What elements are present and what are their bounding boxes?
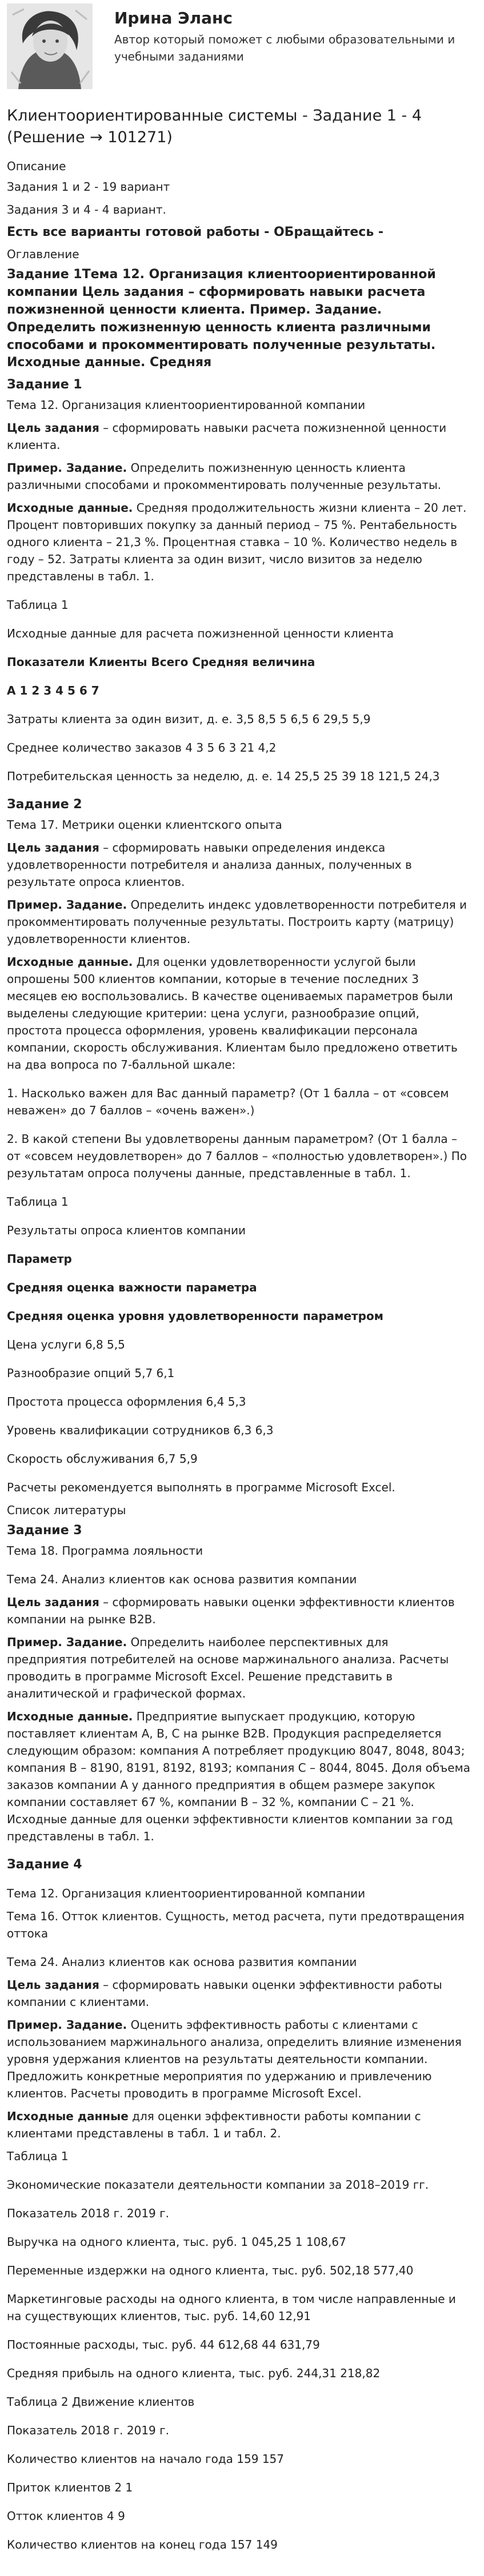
table-row: Переменные издержки на одного клиента, тыс. руб. 502,18 577,40 bbox=[7, 2264, 414, 2278]
task-1-table-caption: Исходные данные для расчета пожизненной ценности клиента bbox=[7, 626, 394, 640]
author-name[interactable]: Ирина Эланс bbox=[114, 9, 233, 27]
column-header: Параметр bbox=[7, 1251, 72, 1266]
variant-line-1: Задания 1 и 2 - 19 вариант bbox=[7, 179, 170, 194]
task-3-section bbox=[7, 1522, 470, 1845]
task-1-goal bbox=[7, 419, 470, 454]
data-text: для оценки эффективности работы компании с клиентами представлены в табл. 1 и табл. 2. bbox=[7, 2109, 421, 2141]
table-row: Разнообразие опций 5,7 6,1 bbox=[7, 1366, 175, 1380]
task-3-data bbox=[7, 1708, 470, 1845]
task-1-table-label: Таблица 1 bbox=[7, 597, 69, 612]
table-row: Количество клиентов на начало года 159 157 bbox=[7, 2452, 284, 2466]
table-row: Цена услуги 6,8 5,5 bbox=[7, 1337, 125, 1351]
column-header: Средняя оценка уровня удовлетворенности параметром bbox=[7, 1309, 384, 1323]
example-text: Определить индекс удовлетворенности потребителя и прокомментировать полученные результаты. Построить карту (матрицу) удовлетворенности клиентов. bbox=[7, 897, 467, 946]
task-2-heading: Задание 2 bbox=[7, 797, 82, 812]
task-2-topic: Тема 17. Метрики оценки клиентского опыта bbox=[7, 817, 282, 832]
contact-line: Есть все варианты готовой работы - ОБращайтесь - bbox=[7, 224, 384, 239]
goal-label: Цель задания bbox=[7, 1978, 99, 1992]
author-header bbox=[7, 0, 470, 89]
task-4-example bbox=[7, 2016, 470, 2102]
task-4-goal bbox=[7, 1976, 470, 2011]
data-text: Предприятие выпускает продукцию, которую поставляет клиентам А, В, С на рынке В2В. Продукция распределяется следующим образом: компания А потребляет продукцию 8047, 8048, 8043; компания В – 8190, 8191, 8192, 8193; компания С – 8044, 8045. Доля объема заказов компании А у данного предприятия в общем размере закупок компании составляет 67 %, компании В – 32 %, компании С – 21 %. Исходные данные для оценки эффективности клиентов компании за год представлены в табл. 1. bbox=[7, 1709, 470, 1843]
task-4-table-2-label: Таблица 2 Движение клиентов bbox=[7, 2395, 195, 2409]
data-label: Исходные данные bbox=[7, 2109, 129, 2124]
task-2-question-2: 2. В какой степени Вы удовлетворены данным параметром? (От 1 балла – от «совсем неудовлетворен» до 7 баллов – «полностью удовлетворен».) По результатам опроса получены данные, представленные в табл. 1. bbox=[7, 1131, 467, 1180]
description-label: Описание bbox=[7, 159, 66, 173]
task-3-goal bbox=[7, 1594, 470, 1628]
author-photo bbox=[7, 3, 93, 89]
task-2-goal bbox=[7, 839, 470, 890]
task-2-col-3 bbox=[7, 1307, 470, 1325]
table-row: Приток клиентов 2 1 bbox=[7, 2481, 133, 2495]
task-2-note: Расчеты рекомендуется выполнять в программе Microsoft Excel. bbox=[7, 1480, 395, 1494]
task-2-table-label: Таблица 1 bbox=[7, 1194, 69, 1209]
references-label: Список литературы bbox=[7, 1503, 126, 1517]
task-1-table-header bbox=[7, 653, 470, 671]
data-label: Исходные данные. bbox=[7, 500, 133, 515]
task-4-topic-2: Тема 16. Отток клиентов. Сущность, метод расчета, пути предотвращения оттока bbox=[7, 1909, 465, 1941]
table-row: Потребительская ценность за неделю, д. е. 14 25,5 25 39 18 121,5 24,3 bbox=[7, 769, 440, 783]
task-2-data bbox=[7, 953, 470, 1073]
table-row: Простота процесса оформления 6,4 5,3 bbox=[7, 1394, 246, 1409]
table-numbers-text: А 1 2 3 4 5 6 7 bbox=[7, 683, 99, 697]
data-label: Исходные данные. bbox=[7, 1709, 133, 1723]
variant-line-2: Задания 3 и 4 - 4 вариант. bbox=[7, 202, 166, 216]
task-2-example bbox=[7, 896, 470, 948]
data-text: Для оценки удовлетворенности услугой были опрошены 500 клиентов компании, которые в течение последних 3 месяцев ею воспользовались. В качестве оцениваемых параметров были выделены следующие критерии: цена услуги, разнообразие опций, простота процесса оформления, уровень квалификации персонала компании, скорость обслуживания. Клиентам было предложено ответить на два вопроса по 7-балльной шкале: bbox=[7, 954, 458, 1072]
avatar[interactable] bbox=[7, 3, 93, 89]
task-3-heading: Задание 3 bbox=[7, 1523, 82, 1538]
task-4-heading: Задание 4 bbox=[7, 1857, 82, 1872]
task-3-topic-2: Тема 24. Анализ клиентов как основа развития компании bbox=[7, 1572, 357, 1586]
example-text: Оценить эффективность работы с клиентами с использованием маржинального анализа, определить влияние изменения уровня удержания клиентов на результаты деятельности компании. Предложить конкретные мероприятия по удержанию и привлечению клиентов. Расчеты проводить в программе Microsoft Excel. bbox=[7, 2018, 462, 2101]
table-row: Средняя прибыль на одного клиента, тыс. руб. 244,31 218,82 bbox=[7, 2366, 381, 2381]
task-2-section bbox=[7, 796, 470, 1519]
task-4-data bbox=[7, 2108, 470, 2142]
example-label: Пример. Задание. bbox=[7, 1635, 127, 1649]
table-row: Отток клиентов 4 9 bbox=[7, 2509, 125, 2523]
task-4-table-2-header: Показатель 2018 г. 2019 г. bbox=[7, 2423, 169, 2438]
task-1-table-numbers bbox=[7, 682, 470, 699]
data-text: Средняя продолжительность жизни клиента – 20 лет. Процент повторивших покупку за данный период – 75 %. Рентабельность одного клиента – 21,3 %. Процентная ставка – 10 %. Количество недель в году – 52. Затраты клиента за один визит, число визитов за неделю представлены в табл. 1. bbox=[7, 500, 467, 583]
task-2-question-1: 1. Насколько важен для Вас данный параметр? (От 1 балла – от «совсем неважен» до 7 баллов – «очень важен».) bbox=[7, 1086, 449, 1117]
data-label: Исходные данные. bbox=[7, 954, 133, 969]
task-3-example bbox=[7, 1634, 470, 1702]
goal-label: Цель задания bbox=[7, 840, 99, 854]
table-row: Количество клиентов на конец года 157 149 bbox=[7, 2538, 278, 2552]
task-4-section bbox=[7, 1856, 470, 2554]
task-1-topic: Тема 12. Организация клиентоориентированной компании bbox=[7, 398, 366, 412]
page-title: Клиентоориентированные системы - Задание 1 - 4 (Решение → 101271) bbox=[7, 107, 422, 146]
table-row: Постоянные расходы, тыс. руб. 44 612,68 44 631,79 bbox=[7, 2338, 320, 2352]
example-label: Пример. Задание. bbox=[7, 897, 127, 912]
task-4-topic-1: Тема 12. Организация клиентоориентированной компании bbox=[7, 1887, 366, 1901]
column-header: Средняя оценка важности параметра bbox=[7, 1280, 257, 1294]
task-2-table-caption: Результаты опроса клиентов компании bbox=[7, 1223, 246, 1237]
table-row: Уровень квалификации сотрудников 6,3 6,3 bbox=[7, 1423, 274, 1437]
goal-text: – сформировать навыки определения индекса удовлетворенности потребителя и анализа данных, полученных в результате опроса клиентов. bbox=[7, 840, 412, 889]
example-text: Определить наиболее перспективных для предприятия потребителей на основе маржинального анализа. Расчеты проводить в программе Microsoft Excel. Решение представить в аналитической и графической формах. bbox=[7, 1635, 449, 1700]
author-info bbox=[114, 3, 470, 65]
example-label: Пример. Задание. bbox=[7, 2018, 127, 2032]
task-4-table-1-header: Показатель 2018 г. 2019 г. bbox=[7, 2206, 169, 2221]
task-1-section bbox=[7, 376, 470, 785]
task-1-example bbox=[7, 459, 470, 493]
task-4-table-1-label: Таблица 1 bbox=[7, 2149, 69, 2164]
example-text: Определить пожизненную ценность клиента различными способами и прокомментировать полученные результаты. bbox=[7, 460, 442, 492]
goal-label: Цель задания bbox=[7, 420, 99, 435]
table-row: Выручка на одного клиента, тыс. руб. 1 045,25 1 108,67 bbox=[7, 2235, 346, 2249]
toc-heading[interactable]: Задание 1Тема 12. Организация клиентоориентированной компании Цель задания – сформировать навыки расчета пожизненной ценности клиента. Пример. Задание. Определить пожизненную ценность клиента различными способами и прокомментировать полученные результаты. Исходные данные. Средняя bbox=[7, 267, 436, 370]
table-header-text: Показатели Клиенты Всего Средняя величина bbox=[7, 655, 315, 669]
goal-text: – сформировать навыки расчета пожизненной ценности клиента. bbox=[7, 420, 447, 452]
author-description: Автор который поможет с любыми образовательными и учебными заданиями bbox=[114, 33, 455, 64]
task-4-table-1-caption: Экономические показатели деятельности компании за 2018–2019 гг. bbox=[7, 2178, 429, 2192]
toc-label: Оглавление bbox=[7, 247, 79, 262]
task-4-topic-3: Тема 24. Анализ клиентов как основа развития компании bbox=[7, 1955, 357, 1969]
table-row: Скорость обслуживания 6,7 5,9 bbox=[7, 1451, 198, 1466]
goal-text: – сформировать навыки оценки эффективности клиентов компании на рынке B2B. bbox=[7, 1595, 455, 1626]
table-row: Среднее количество заказов 4 3 5 6 3 21 4,2 bbox=[7, 740, 277, 755]
goal-text: – сформировать навыки оценки эффективности работы компании с клиентами. bbox=[7, 1978, 442, 2009]
example-label: Пример. Задание. bbox=[7, 460, 127, 475]
table-row: Затраты клиента за один визит, д. е. 3,5 8,5 5 6,5 6 29,5 5,9 bbox=[7, 712, 371, 726]
table-row: Маркетинговые расходы на одного клиента, в том числе направленные и на существующих клиентов, тыс. руб. 14,60 12,91 bbox=[7, 2292, 456, 2324]
task-2-col-2 bbox=[7, 1279, 470, 1296]
task-3-topic-1: Тема 18. Программа лояльности bbox=[7, 1543, 203, 1558]
task-1-data bbox=[7, 499, 470, 585]
goal-label: Цель задания bbox=[7, 1595, 99, 1609]
task-2-col-1 bbox=[7, 1250, 470, 1267]
task-1-heading: Задание 1 bbox=[7, 378, 82, 392]
